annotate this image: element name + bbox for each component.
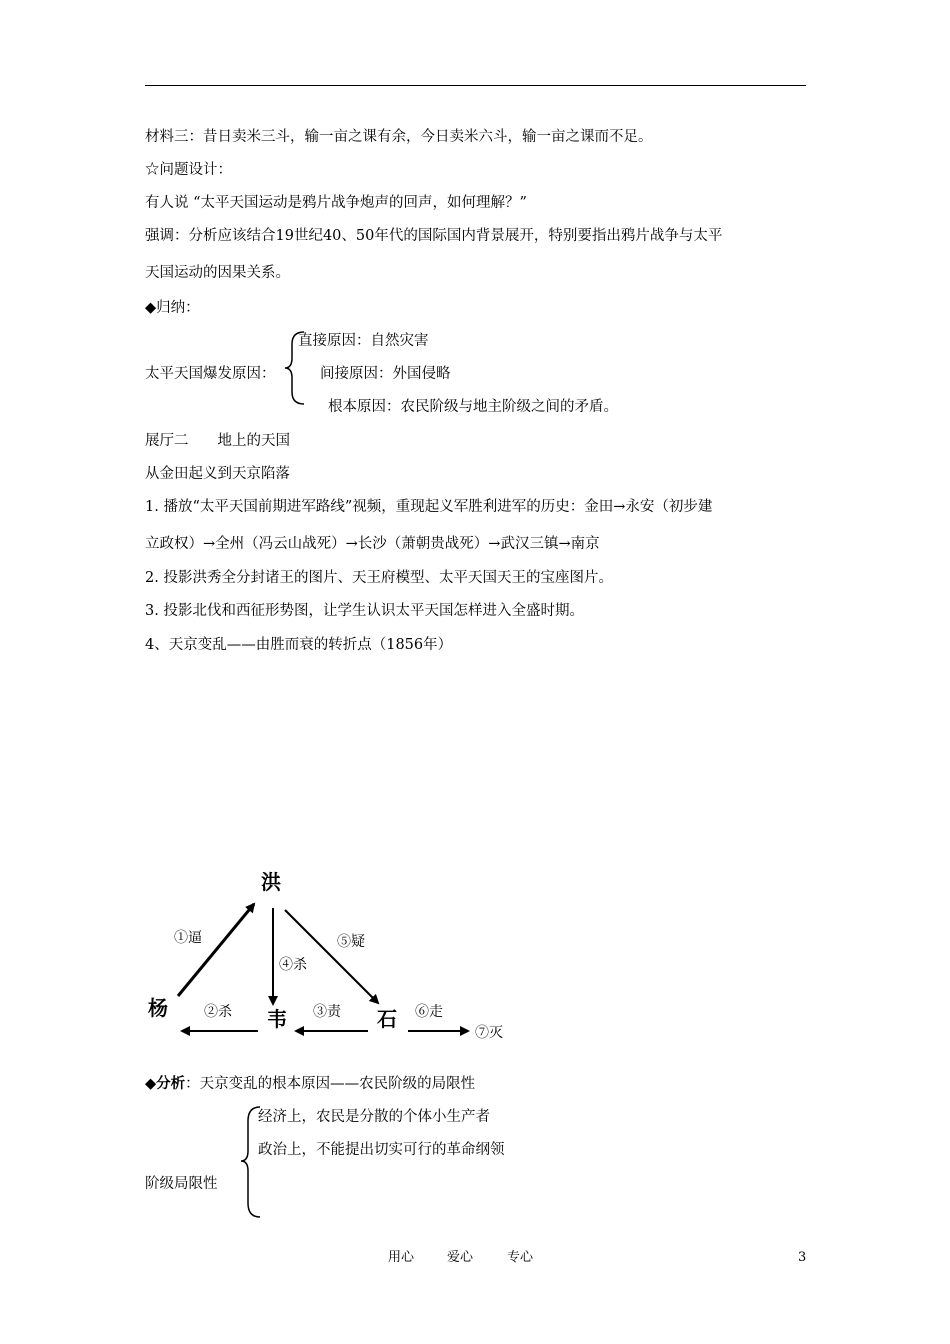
emphasis-line-2: 天国运动的因果关系。 — [145, 265, 290, 281]
cause-direct: 直接原因：自然灾害 — [298, 333, 429, 349]
arrow-yang-to-hong — [178, 904, 254, 996]
footer-yongxin: 用心 — [388, 1250, 415, 1265]
material-three: 材料三：昔日卖米三斗，输一亩之课有余，今日卖米六斗，输一亩之课而不足。 — [145, 129, 653, 145]
edge-label-7: ⑦灭 — [475, 1025, 503, 1041]
footer-aixin: 爱心 — [447, 1250, 474, 1265]
question-design-heading: ☆问题设计： — [145, 162, 232, 178]
node-wei: 韦 — [267, 1007, 287, 1031]
analysis-text: ：天京变乱的根本原因——农民阶级的局限性 — [185, 1076, 476, 1092]
emphasis-line-1: 强调：分析应该结合19世纪40、50年代的国际国内背景展开，特别要指出鸦片战争与太平 — [145, 228, 723, 244]
edge-label-3: ③责 — [313, 1004, 341, 1020]
class-limit-label: 阶级局限性 — [145, 1176, 218, 1192]
edge-label-1: ①逼 — [174, 930, 202, 946]
edge-label-4: ④杀 — [279, 957, 307, 973]
jintian-heading: 从金田起义到天京陷落 — [145, 466, 290, 482]
node-hong: 洪 — [261, 870, 281, 894]
footer-zhuanxin: 专心 — [507, 1250, 534, 1265]
analysis-prefix: ◆分析 — [145, 1075, 186, 1092]
edge-label-6: ⑥走 — [415, 1004, 443, 1020]
edge-label-2: ②杀 — [204, 1004, 232, 1020]
item-4: 4、天京变乱——由胜而衰的转折点（1856年） — [145, 637, 453, 653]
node-shi: 石 — [377, 1007, 397, 1031]
analysis-line — [145, 1074, 475, 1094]
summary-heading: ◆归纳： — [145, 300, 200, 316]
question-text: 有人说 “太平天国运动是鸦片战争炮声的回声，如何理解？” — [145, 195, 527, 211]
item-3: 3. 投影北伐和西征形势图，让学生认识太平天国怎样进入全盛时期。 — [145, 603, 584, 619]
cause-indirect: 间接原因：外国侵略 — [320, 366, 451, 382]
limit-political: 政治上，不能提出切实可行的革命纲领 — [258, 1142, 505, 1158]
cause-root: 根本原因：农民阶级与地主阶级之间的矛盾。 — [328, 399, 618, 415]
page-number: 3 — [798, 1250, 807, 1265]
item-2: 2. 投影洪秀全分封诸王的图片、天王府模型、太平天国天王的宝座图片。 — [145, 570, 613, 586]
item-1-line-a: 1. 播放“太平天国前期进军路线”视频，重现起义军胜利进军的历史：金田→永安（初步建 — [145, 499, 713, 515]
limit-economic: 经济上，农民是分散的个体小生产者 — [258, 1109, 490, 1125]
causes-label: 太平天国爆发原因： — [145, 366, 276, 382]
edge-label-5: ⑤疑 — [337, 934, 365, 950]
node-yang: 杨 — [148, 996, 168, 1020]
header-rule — [145, 85, 806, 86]
hall-two-title: 展厅二 地上的天国 — [145, 433, 290, 449]
item-1-line-b: 立政权）→全州（冯云山战死）→长沙（萧朝贵战死）→武汉三镇→南京 — [145, 536, 600, 552]
